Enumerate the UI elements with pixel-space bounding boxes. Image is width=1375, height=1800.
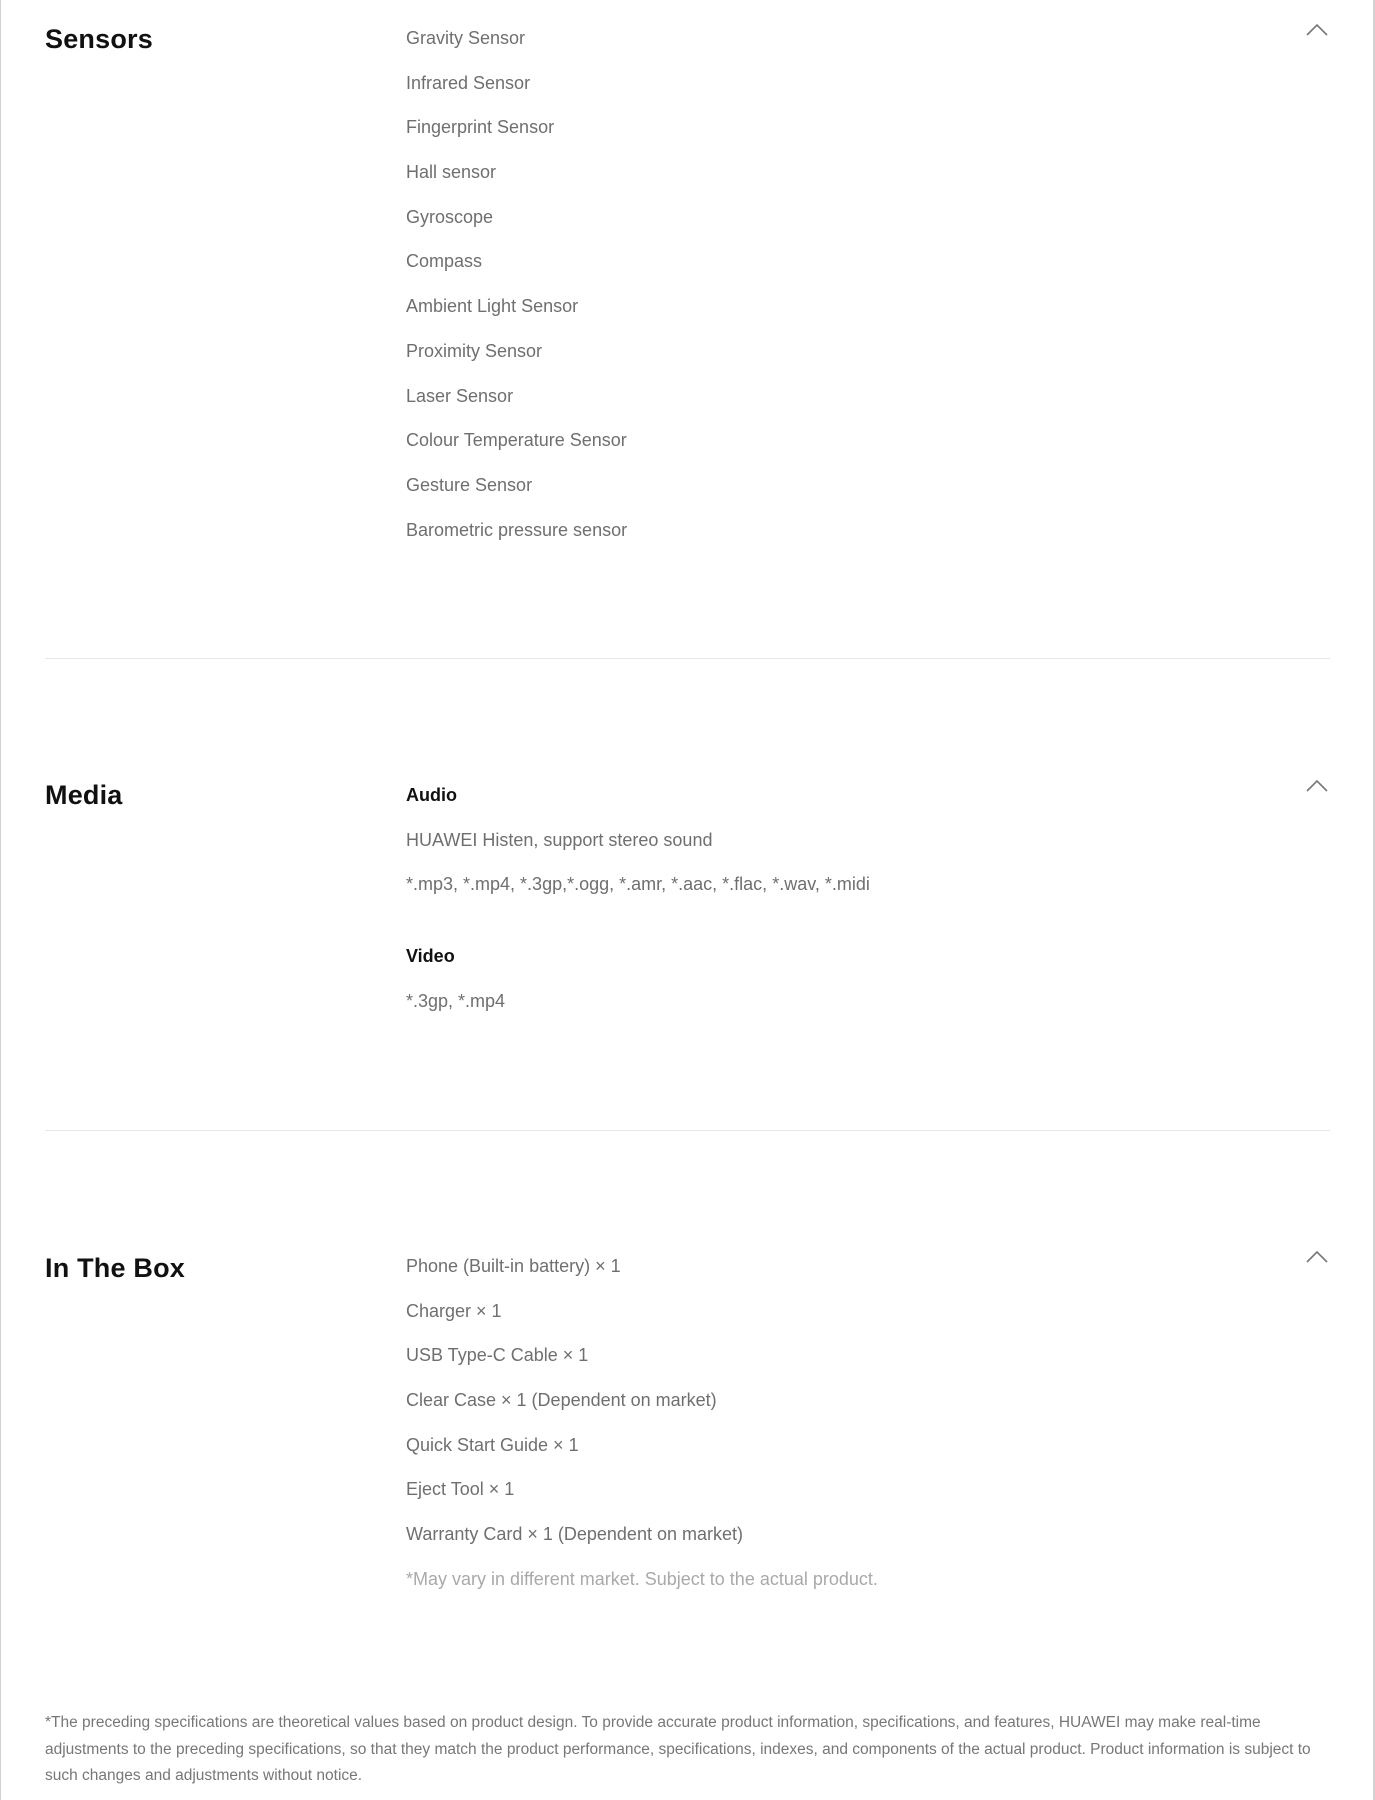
sensors-section — [45, 0, 1330, 660]
media-collapse-button[interactable] — [1304, 776, 1330, 796]
list-item: Proximity Sensor — [406, 340, 543, 361]
list-item: Gyroscope — [406, 206, 494, 227]
list-item: Ambient Light Sensor — [406, 296, 579, 317]
chevron-up-icon — [1304, 20, 1330, 40]
specifications-disclaimer: *The preceding specifications are theoretical values based on product design. To provide accurate product information, specifications, and features, HUAWEI may make real-time adjustments to the preceding specifications, so that they match the product performance, specifications, indexes, and components of the actual product. Product information is subject to such changes and adjustments without notice. — [45, 1714, 1311, 1784]
list-item: Infrared Sensor — [406, 72, 531, 93]
section-divider — [45, 658, 1330, 659]
list-item: Gesture Sensor — [406, 474, 533, 495]
chevron-up-icon — [1304, 776, 1330, 796]
list-item: USB Type-C Cable × 1 — [406, 1345, 589, 1366]
in-the-box-collapse-button[interactable] — [1304, 1247, 1330, 1267]
list-item: Eject Tool × 1 — [406, 1479, 515, 1500]
sensors-list — [406, 27, 627, 563]
list-item: *.mp3, *.mp4, *.3gp,*.ogg, *.amr, *.aac, *.flac, *.wav, *.midi — [406, 874, 870, 895]
list-item: Barometric pressure sensor — [406, 519, 628, 540]
list-item: HUAWEI Histen, support stereo sound — [406, 829, 713, 850]
list-item: Quick Start Guide × 1 — [406, 1434, 579, 1455]
list-item: Clear Case × 1 (Dependent on market) — [406, 1390, 717, 1411]
chevron-up-icon — [1304, 1247, 1330, 1267]
media-video-group — [406, 945, 505, 1034]
list-item: Gravity Sensor — [406, 28, 526, 48]
in-the-box-title: In The Box — [45, 1253, 186, 1283]
media-title: Media — [45, 780, 123, 810]
list-item: Laser Sensor — [406, 385, 514, 406]
list-item: Hall sensor — [406, 162, 497, 183]
list-item: Fingerprint Sensor — [406, 117, 555, 138]
video-heading: Video — [406, 946, 455, 966]
list-item: Phone (Built-in battery) × 1 — [406, 1256, 621, 1276]
page-edge-left — [0, 0, 1, 1800]
in-the-box-list — [406, 1255, 878, 1613]
sensors-collapse-button[interactable] — [1304, 20, 1330, 40]
list-item: Warranty Card × 1 (Dependent on market) — [406, 1524, 743, 1545]
in-the-box-section — [45, 1131, 1330, 1691]
audio-heading: Audio — [406, 785, 457, 805]
list-item: Compass — [406, 251, 483, 272]
availability-note: *May vary in different market. Subject to the actual product. — [406, 1568, 878, 1589]
media-audio-group — [406, 784, 870, 918]
media-section — [45, 660, 1330, 1130]
sensors-title: Sensors — [45, 24, 153, 54]
list-item: *.3gp, *.mp4 — [406, 990, 506, 1011]
list-item: Charger × 1 — [406, 1300, 502, 1321]
list-item: Colour Temperature Sensor — [406, 430, 627, 451]
